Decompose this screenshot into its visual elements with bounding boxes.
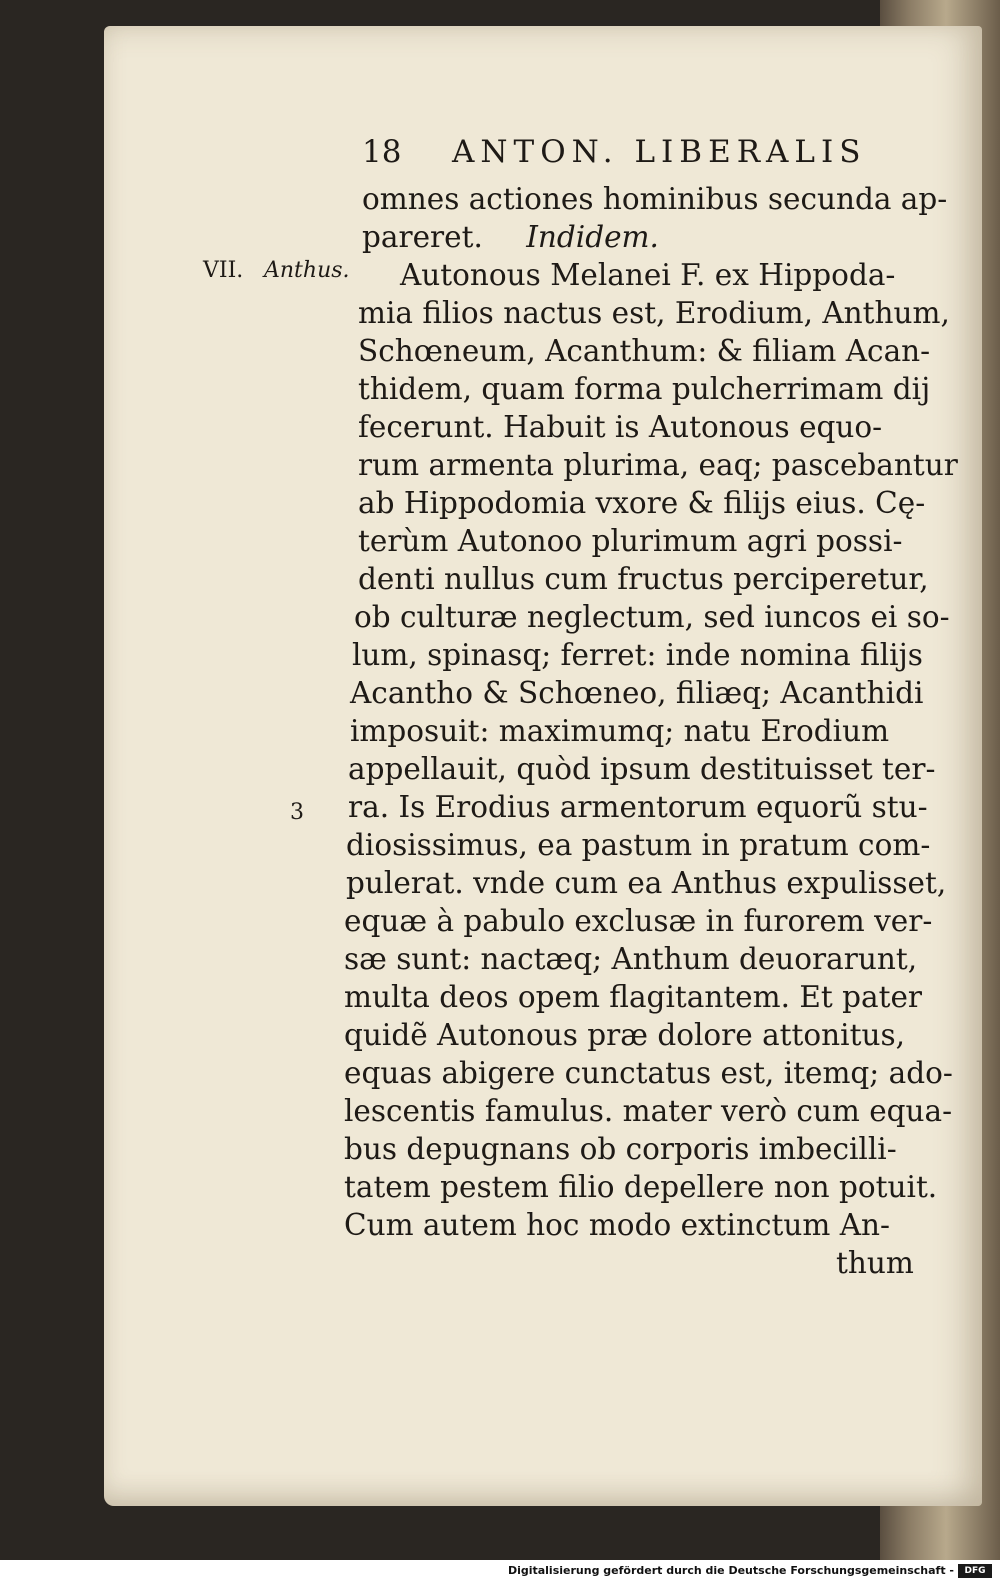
text-line: Cum autem hoc modo extinctum An- (344, 1208, 890, 1242)
text-line: Autonous Melanei F. ex Hippoda- (400, 258, 896, 292)
page-number: 18 (362, 134, 402, 170)
margin-section-number: VII. (203, 258, 244, 283)
text-line: imposuit: maximumq; natu Erodium (350, 714, 890, 748)
margin-numeral: 3 (290, 800, 304, 825)
catchword: thum (836, 1246, 914, 1280)
source-note: Indidem. (526, 220, 659, 254)
text-line: equæ à pabulo exclusæ in furorem ver- (344, 904, 933, 938)
text-line: rum armenta plurima, eaq; pascebantur (358, 448, 958, 482)
text-line: Schœneum, Acanthum: & filiam Acan- (358, 334, 931, 368)
text-line: thidem, quam forma pulcherrimam dij (358, 372, 931, 406)
text-line: fecerunt. Habuit is Autonous equo- (358, 410, 883, 444)
text-line: Acantho & Schœneo, filiæq; Acanthidi (350, 676, 924, 710)
text-line: mia filios nactus est, Erodium, Anthum, (358, 296, 950, 330)
footer-bar (0, 1560, 1000, 1583)
text-line: ob culturæ neglectum, sed iuncos ei so- (354, 600, 950, 634)
text-line: omnes actiones hominibus secunda ap- (362, 182, 948, 216)
running-head (362, 134, 902, 174)
text-line: ab Hippodomia vxore & filijs eius. Cę- (358, 486, 926, 520)
text-line: sæ sunt: nactæq; Anthum deuorarunt, (344, 942, 918, 976)
footer-credit: Digitalisierung gefördert durch die Deutsche Forschungsgemeinschaft - (507, 1564, 954, 1577)
text-line: lum, spinasq; ferret: inde nomina filijs (352, 638, 923, 672)
running-title: ANTON. LIBERALIS (452, 134, 867, 170)
text-line: pareret. Indidem. (362, 220, 659, 254)
text-line: terùm Autonoo plurimum agri possi- (358, 524, 903, 558)
text-line: bus depugnans ob corporis imbecilli- (344, 1132, 897, 1166)
text-line: tatem pestem filio depellere non potuit. (344, 1170, 938, 1204)
text-line: diosissimus, ea pastum in pratum com- (346, 828, 931, 862)
text-line: pulerat. vnde cum ea Anthus expulisset, (346, 866, 947, 900)
text-line: denti nullus cum fructus perciperetur, (358, 562, 929, 596)
text-line: equas abigere cunctatus est, itemq; ado- (344, 1056, 953, 1090)
text-line: ra. Is Erodius armentorum equorũ stu- (348, 790, 928, 824)
dfg-logo: DFG (958, 1564, 992, 1578)
text-line: multa deos opem flagitantem. Et pater (344, 980, 923, 1014)
text-line: appellauit, quòd ipsum destituisset ter- (348, 752, 936, 786)
text-line: lescentis famulus. mater verò cum equa- (344, 1094, 953, 1128)
margin-heading: Anthus. (264, 258, 350, 283)
text-line: quidẽ Autonous præ dolore attonitus, (344, 1018, 905, 1052)
